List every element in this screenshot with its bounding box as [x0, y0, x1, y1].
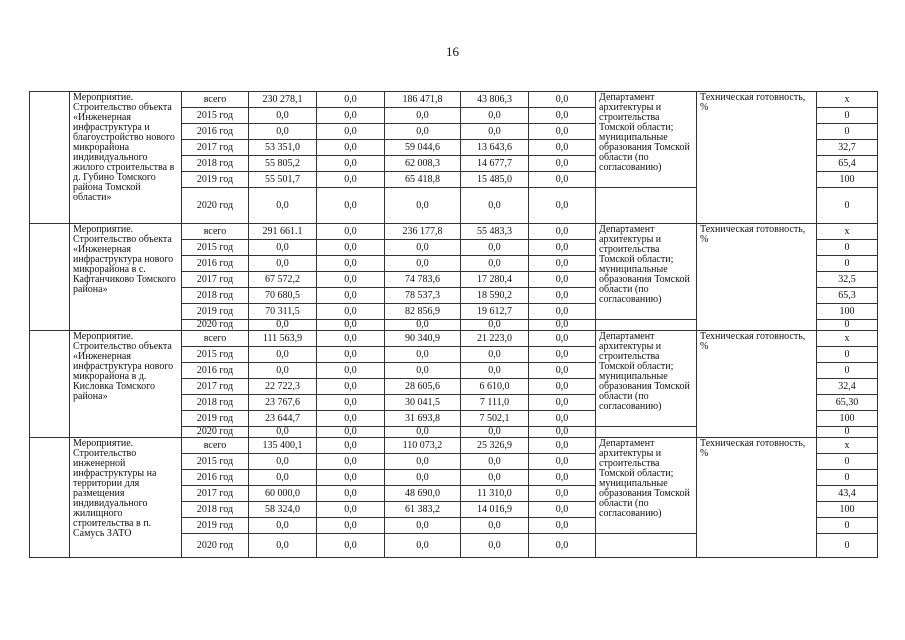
amount-loc: 0,0 [461, 470, 529, 486]
amount-reg: 0,0 [385, 188, 461, 224]
amount-loc: 13 643,6 [461, 140, 529, 156]
amount-ext: 0,0 [529, 156, 596, 172]
amount-total: 22 722,3 [249, 379, 317, 395]
amount-reg: 0,0 [385, 454, 461, 470]
year-cell: 2017 год [182, 379, 249, 395]
amount-loc: 0,0 [461, 534, 529, 558]
year-cell: 2020 год [182, 534, 249, 558]
amount-fed: 0,0 [317, 427, 385, 438]
amount-total: 23 644,7 [249, 411, 317, 427]
indicator-value: 0 [817, 454, 878, 470]
amount-reg: 0,0 [385, 518, 461, 534]
amount-loc: 55 483,3 [461, 224, 529, 240]
year-cell: всего [182, 224, 249, 240]
measure-name: Мероприятие. Строительство объекта «Инженерная инфраструктура и благоустройство нового микрорайона индивидуального жилого строительства в д. Губино Томского района Томской области» [70, 92, 182, 224]
amount-ext: 0,0 [529, 502, 596, 518]
row-number-cell [30, 438, 70, 558]
year-cell: 2018 год [182, 395, 249, 411]
amount-ext: 0,0 [529, 224, 596, 240]
indicator-value: х [817, 438, 878, 454]
indicator-value: 100 [817, 411, 878, 427]
indicator-value: 0 [817, 363, 878, 379]
indicator-value: 0 [817, 427, 878, 438]
indicator-name: Техническая готовность, % [697, 331, 817, 438]
amount-total: 70 680,5 [249, 288, 317, 304]
amount-ext: 0,0 [529, 470, 596, 486]
amount-total: 0,0 [249, 347, 317, 363]
year-cell: 2015 год [182, 240, 249, 256]
amount-total: 53 351,0 [249, 140, 317, 156]
year-cell: 2020 год [182, 427, 249, 438]
amount-reg: 0,0 [385, 363, 461, 379]
amount-ext: 0,0 [529, 172, 596, 188]
amount-fed: 0,0 [317, 470, 385, 486]
indicator-value: 100 [817, 172, 878, 188]
amount-ext: 0,0 [529, 288, 596, 304]
year-cell: 2020 год [182, 320, 249, 331]
year-cell: 2019 год [182, 304, 249, 320]
page-number: 16 [446, 44, 459, 59]
amount-loc: 0,0 [461, 363, 529, 379]
amount-fed: 0,0 [317, 454, 385, 470]
indicator-value: 0 [817, 518, 878, 534]
row-number-cell [30, 92, 70, 224]
amount-total: 291 661.1 [249, 224, 317, 240]
amount-reg: 31 693,8 [385, 411, 461, 427]
indicator-value: 0 [817, 188, 878, 224]
amount-reg: 0,0 [385, 240, 461, 256]
measure-name: Мероприятие. Строительство объекта «Инженерная инфраструктура нового микрорайона в д. Кисловка Томского района» [70, 331, 182, 438]
indicator-name: Техническая готовность, % [697, 224, 817, 331]
amount-loc: 14 016,9 [461, 502, 529, 518]
amount-total: 23 767,6 [249, 395, 317, 411]
amount-ext: 0,0 [529, 534, 596, 558]
amount-total: 0,0 [249, 427, 317, 438]
amount-loc: 19 612,7 [461, 304, 529, 320]
indicator-value: х [817, 92, 878, 108]
amount-reg: 65 418,8 [385, 172, 461, 188]
amount-fed: 0,0 [317, 438, 385, 454]
amount-fed: 0,0 [317, 486, 385, 502]
indicator-value: 0 [817, 534, 878, 558]
year-cell: 2018 год [182, 288, 249, 304]
year-cell: 2018 год [182, 502, 249, 518]
amount-total: 0,0 [249, 240, 317, 256]
indicator-value: 0 [817, 240, 878, 256]
amount-total: 70 311,5 [249, 304, 317, 320]
row-number-cell [30, 224, 70, 331]
amount-ext: 0,0 [529, 363, 596, 379]
year-cell: 2017 год [182, 272, 249, 288]
amount-reg: 236 177,8 [385, 224, 461, 240]
amount-fed: 0,0 [317, 124, 385, 140]
amount-total: 58 324,0 [249, 502, 317, 518]
indicator-value: 0 [817, 108, 878, 124]
amount-ext: 0,0 [529, 320, 596, 331]
amount-ext: 0,0 [529, 124, 596, 140]
executor-cell-empty [596, 534, 697, 558]
amount-total: 0,0 [249, 534, 317, 558]
amount-ext: 0,0 [529, 411, 596, 427]
indicator-value: 100 [817, 304, 878, 320]
amount-reg: 0,0 [385, 427, 461, 438]
amount-reg: 82 856,9 [385, 304, 461, 320]
amount-fed: 0,0 [317, 92, 385, 108]
executor-cell-empty [596, 427, 697, 438]
amount-fed: 0,0 [317, 140, 385, 156]
amount-total: 0,0 [249, 256, 317, 272]
amount-total: 0,0 [249, 188, 317, 224]
amount-total: 0,0 [249, 363, 317, 379]
amount-fed: 0,0 [317, 411, 385, 427]
amount-fed: 0,0 [317, 240, 385, 256]
amount-reg: 78 537,3 [385, 288, 461, 304]
amount-loc: 0,0 [461, 347, 529, 363]
year-cell: 2017 год [182, 486, 249, 502]
amount-fed: 0,0 [317, 502, 385, 518]
amount-ext: 0,0 [529, 438, 596, 454]
amount-loc: 25 326,9 [461, 438, 529, 454]
amount-total: 60 000,0 [249, 486, 317, 502]
amount-reg: 62 008,3 [385, 156, 461, 172]
table-row [30, 224, 878, 240]
amount-loc: 43 806,3 [461, 92, 529, 108]
amount-reg: 0,0 [385, 347, 461, 363]
amount-fed: 0,0 [317, 363, 385, 379]
amount-loc: 18 590,2 [461, 288, 529, 304]
table-row [30, 92, 878, 108]
amount-loc: 14 677,7 [461, 156, 529, 172]
year-cell: 2016 год [182, 470, 249, 486]
amount-fed: 0,0 [317, 172, 385, 188]
amount-ext: 0,0 [529, 304, 596, 320]
amount-ext: 0,0 [529, 240, 596, 256]
year-cell: 2015 год [182, 347, 249, 363]
amount-loc: 15 485,0 [461, 172, 529, 188]
amount-loc: 0,0 [461, 108, 529, 124]
amount-total: 67 572,2 [249, 272, 317, 288]
amount-total: 230 278,1 [249, 92, 317, 108]
amount-reg: 0,0 [385, 108, 461, 124]
indicator-name: Техническая готовность, % [697, 438, 817, 558]
amount-ext: 0,0 [529, 92, 596, 108]
year-cell: 2017 год [182, 140, 249, 156]
measure-name: Мероприятие. Строительство инженерной инфраструктуры на территории для размещения индивидуального жилищного строительства в п. Самусь ЗАТО [70, 438, 182, 558]
amount-loc: 7 111,0 [461, 395, 529, 411]
program-table [29, 91, 878, 558]
indicator-value: 0 [817, 124, 878, 140]
amount-total: 0,0 [249, 518, 317, 534]
amount-ext: 0,0 [529, 108, 596, 124]
year-cell: всего [182, 438, 249, 454]
amount-loc: 11 310,0 [461, 486, 529, 502]
amount-reg: 30 041,5 [385, 395, 461, 411]
amount-ext: 0,0 [529, 331, 596, 347]
amount-ext: 0,0 [529, 518, 596, 534]
year-cell: 2016 год [182, 256, 249, 272]
amount-ext: 0,0 [529, 379, 596, 395]
year-cell: 2016 год [182, 363, 249, 379]
amount-fed: 0,0 [317, 395, 385, 411]
amount-fed: 0,0 [317, 224, 385, 240]
year-cell: всего [182, 92, 249, 108]
amount-loc: 0,0 [461, 240, 529, 256]
amount-ext: 0,0 [529, 347, 596, 363]
amount-fed: 0,0 [317, 320, 385, 331]
measure-name: Мероприятие. Строительство объекта «Инженерная инфраструктура нового микрорайона в с. Кафтанчиково Томского района» [70, 224, 182, 331]
amount-fed: 0,0 [317, 379, 385, 395]
table-row [30, 438, 878, 454]
indicator-value: 0 [817, 320, 878, 331]
indicator-value: 65,4 [817, 156, 878, 172]
amount-ext: 0,0 [529, 454, 596, 470]
table-row [30, 331, 878, 347]
indicator-value: 0 [817, 347, 878, 363]
amount-fed: 0,0 [317, 518, 385, 534]
indicator-value: х [817, 224, 878, 240]
amount-reg: 110 073,2 [385, 438, 461, 454]
amount-total: 135 400,1 [249, 438, 317, 454]
year-cell: всего [182, 331, 249, 347]
amount-ext: 0,0 [529, 427, 596, 438]
amount-ext: 0,0 [529, 272, 596, 288]
amount-loc: 0,0 [461, 454, 529, 470]
amount-total: 0,0 [249, 470, 317, 486]
indicator-value: х [817, 331, 878, 347]
amount-reg: 0,0 [385, 124, 461, 140]
amount-loc: 0,0 [461, 124, 529, 140]
amount-loc: 21 223,0 [461, 331, 529, 347]
amount-loc: 0,0 [461, 256, 529, 272]
amount-fed: 0,0 [317, 534, 385, 558]
amount-reg: 28 605,6 [385, 379, 461, 395]
executor-cell: Департамент архитектуры и строительства Томской области; муниципальные образования Томской области (по согласованию) [596, 331, 697, 427]
amount-reg: 0,0 [385, 470, 461, 486]
executor-cell: Департамент архитектуры и строительства Томской области; муниципальные образования Томской области (по согласованию) [596, 438, 697, 534]
year-cell: 2015 год [182, 454, 249, 470]
year-cell: 2019 год [182, 411, 249, 427]
amount-fed: 0,0 [317, 156, 385, 172]
amount-reg: 74 783,6 [385, 272, 461, 288]
amount-reg: 59 044,6 [385, 140, 461, 156]
executor-cell-empty [596, 320, 697, 331]
amount-reg: 0,0 [385, 256, 461, 272]
indicator-value: 65,30 [817, 395, 878, 411]
amount-total: 55 805,2 [249, 156, 317, 172]
year-cell: 2019 год [182, 172, 249, 188]
amount-fed: 0,0 [317, 347, 385, 363]
amount-loc: 6 610,0 [461, 379, 529, 395]
executor-cell-empty [596, 188, 697, 224]
amount-total: 0,0 [249, 124, 317, 140]
amount-reg: 186 471,8 [385, 92, 461, 108]
amount-ext: 0,0 [529, 486, 596, 502]
year-cell: 2016 год [182, 124, 249, 140]
indicator-value: 32,4 [817, 379, 878, 395]
indicator-value: 43,4 [817, 486, 878, 502]
amount-reg: 0,0 [385, 534, 461, 558]
amount-fed: 0,0 [317, 288, 385, 304]
amount-reg: 0,0 [385, 320, 461, 331]
amount-total: 0,0 [249, 320, 317, 331]
executor-cell: Департамент архитектуры и строительства Томской области; муниципальные образования Томской области (по согласованию) [596, 224, 697, 320]
amount-ext: 0,0 [529, 395, 596, 411]
indicator-name: Техническая готовность, % [697, 92, 817, 224]
amount-reg: 48 690,0 [385, 486, 461, 502]
indicator-value: 65,3 [817, 288, 878, 304]
indicator-value: 32,7 [817, 140, 878, 156]
table-body [30, 92, 878, 558]
amount-reg: 90 340,9 [385, 331, 461, 347]
amount-loc: 0,0 [461, 188, 529, 224]
row-number-cell [30, 331, 70, 438]
amount-loc: 0,0 [461, 518, 529, 534]
amount-total: 111 563,9 [249, 331, 317, 347]
amount-ext: 0,0 [529, 256, 596, 272]
amount-fed: 0,0 [317, 331, 385, 347]
indicator-value: 32,5 [817, 272, 878, 288]
amount-fed: 0,0 [317, 304, 385, 320]
year-cell: 2019 год [182, 518, 249, 534]
indicator-value: 0 [817, 470, 878, 486]
amount-total: 55 501,7 [249, 172, 317, 188]
amount-loc: 0,0 [461, 320, 529, 331]
amount-loc: 0,0 [461, 427, 529, 438]
amount-loc: 7 502,1 [461, 411, 529, 427]
amount-loc: 17 280,4 [461, 272, 529, 288]
amount-reg: 61 383,2 [385, 502, 461, 518]
year-cell: 2015 год [182, 108, 249, 124]
amount-fed: 0,0 [317, 188, 385, 224]
executor-cell: Департамент архитектуры и строительства Томской области; муниципальные образования Томской области (по согласованию) [596, 92, 697, 188]
amount-total: 0,0 [249, 108, 317, 124]
year-cell: 2020 год [182, 188, 249, 224]
amount-ext: 0,0 [529, 140, 596, 156]
amount-fed: 0,0 [317, 272, 385, 288]
indicator-value: 100 [817, 502, 878, 518]
amount-fed: 0,0 [317, 256, 385, 272]
amount-fed: 0,0 [317, 108, 385, 124]
year-cell: 2018 год [182, 156, 249, 172]
indicator-value: 0 [817, 256, 878, 272]
amount-ext: 0,0 [529, 188, 596, 224]
amount-total: 0,0 [249, 454, 317, 470]
